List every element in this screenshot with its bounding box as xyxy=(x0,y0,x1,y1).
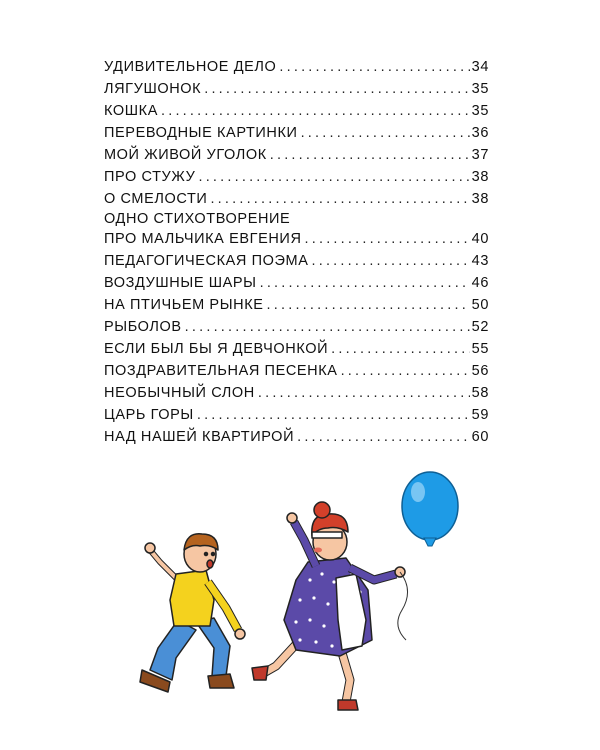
toc-entry[interactable] xyxy=(104,426,489,448)
toc-entry[interactable] xyxy=(104,228,489,250)
dot-leader xyxy=(311,250,469,272)
toc-page-number: 38 xyxy=(471,169,489,185)
table-of-contents xyxy=(104,56,489,448)
toc-title: НАД НАШЕЙ КВАРТИРОЙ xyxy=(104,429,295,445)
toc-title: О СМЕЛОСТИ xyxy=(104,191,208,207)
toc-entry[interactable] xyxy=(104,122,489,144)
toc-entry[interactable] xyxy=(104,404,489,426)
toc-title: НЕОБЫЧНЫЙ СЛОН xyxy=(104,385,255,401)
toc-title: НА ПТИЧЬЕМ РЫНКЕ xyxy=(104,297,264,313)
dot-leader xyxy=(301,122,470,144)
toc-entry-line1[interactable] xyxy=(104,210,489,228)
blue-balloon xyxy=(398,472,458,640)
toc-title: ЦАРЬ ГОРЫ xyxy=(104,407,194,423)
toc-title: ЛЯГУШОНОК xyxy=(104,81,202,97)
toc-title: ПРО СТУЖУ xyxy=(104,169,196,185)
dot-leader xyxy=(197,404,470,426)
toc-page-number: 40 xyxy=(471,231,489,247)
toc-page-number: 46 xyxy=(471,275,489,291)
dot-leader xyxy=(305,228,470,250)
dot-leader xyxy=(341,360,470,382)
toc-page-number: 60 xyxy=(471,429,489,445)
toc-title: ПРО МАЛЬЧИКА ЕВГЕНИЯ xyxy=(104,231,302,247)
dot-leader xyxy=(204,78,469,100)
dot-leader xyxy=(297,426,470,448)
toc-title: ОДНО СТИХОТВОРЕНИЕ xyxy=(104,211,291,227)
toc-entry[interactable] xyxy=(104,272,489,294)
boy-figure xyxy=(140,534,245,692)
dot-leader xyxy=(260,272,470,294)
toc-entry[interactable] xyxy=(104,382,489,404)
toc-page-number: 58 xyxy=(471,385,489,401)
toc-page-number: 52 xyxy=(471,319,489,335)
toc-entry[interactable] xyxy=(104,294,489,316)
toc-title: РЫБОЛОВ xyxy=(104,319,182,335)
toc-page-number: 35 xyxy=(471,81,489,97)
toc-page-number: 59 xyxy=(471,407,489,423)
toc-title: МОЙ ЖИВОЙ УГОЛОК xyxy=(104,147,267,163)
dot-leader xyxy=(279,56,469,78)
toc-page-number: 37 xyxy=(471,147,489,163)
toc-title: КОШКА xyxy=(104,103,158,119)
dot-leader xyxy=(210,188,469,210)
dot-leader xyxy=(270,144,470,166)
toc-title: ВОЗДУШНЫЕ ШАРЫ xyxy=(104,275,257,291)
toc-entry[interactable] xyxy=(104,144,489,166)
toc-page-number: 38 xyxy=(471,191,489,207)
toc-page-number: 50 xyxy=(471,297,489,313)
toc-entry[interactable] xyxy=(104,56,489,78)
toc-page-number: 35 xyxy=(471,103,489,119)
dot-leader xyxy=(185,316,470,338)
dot-leader xyxy=(267,294,470,316)
toc-page-number: 55 xyxy=(471,341,489,357)
toc-page-number: 36 xyxy=(471,125,489,141)
dot-leader xyxy=(161,100,470,122)
toc-title: ЕСЛИ БЫЛ БЫ Я ДЕВЧОНКОЙ xyxy=(104,341,329,357)
toc-page-number: 56 xyxy=(471,363,489,379)
toc-entry[interactable] xyxy=(104,360,489,382)
toc-title: ПЕРЕВОДНЫЕ КАРТИНКИ xyxy=(104,125,298,141)
dot-leader xyxy=(258,382,470,404)
toc-title: ПЕДАГОГИЧЕСКАЯ ПОЭМА xyxy=(104,253,309,269)
toc-entry[interactable] xyxy=(104,316,489,338)
dot-leader xyxy=(331,338,470,360)
toc-entry[interactable] xyxy=(104,100,489,122)
toc-title: УДИВИТЕЛЬНОЕ ДЕЛО xyxy=(104,59,277,75)
running-children-illustration xyxy=(0,470,600,750)
toc-entry[interactable] xyxy=(104,166,489,188)
toc-page-number: 34 xyxy=(471,59,489,75)
toc-entry[interactable] xyxy=(104,78,489,100)
woman-figure xyxy=(252,502,405,710)
dot-leader xyxy=(198,166,469,188)
toc-entry[interactable] xyxy=(104,188,489,210)
toc-page-number: 43 xyxy=(471,253,489,269)
toc-title: ПОЗДРАВИТЕЛЬНАЯ ПЕСЕНКА xyxy=(104,363,338,379)
toc-entry[interactable] xyxy=(104,338,489,360)
toc-entry[interactable] xyxy=(104,250,489,272)
